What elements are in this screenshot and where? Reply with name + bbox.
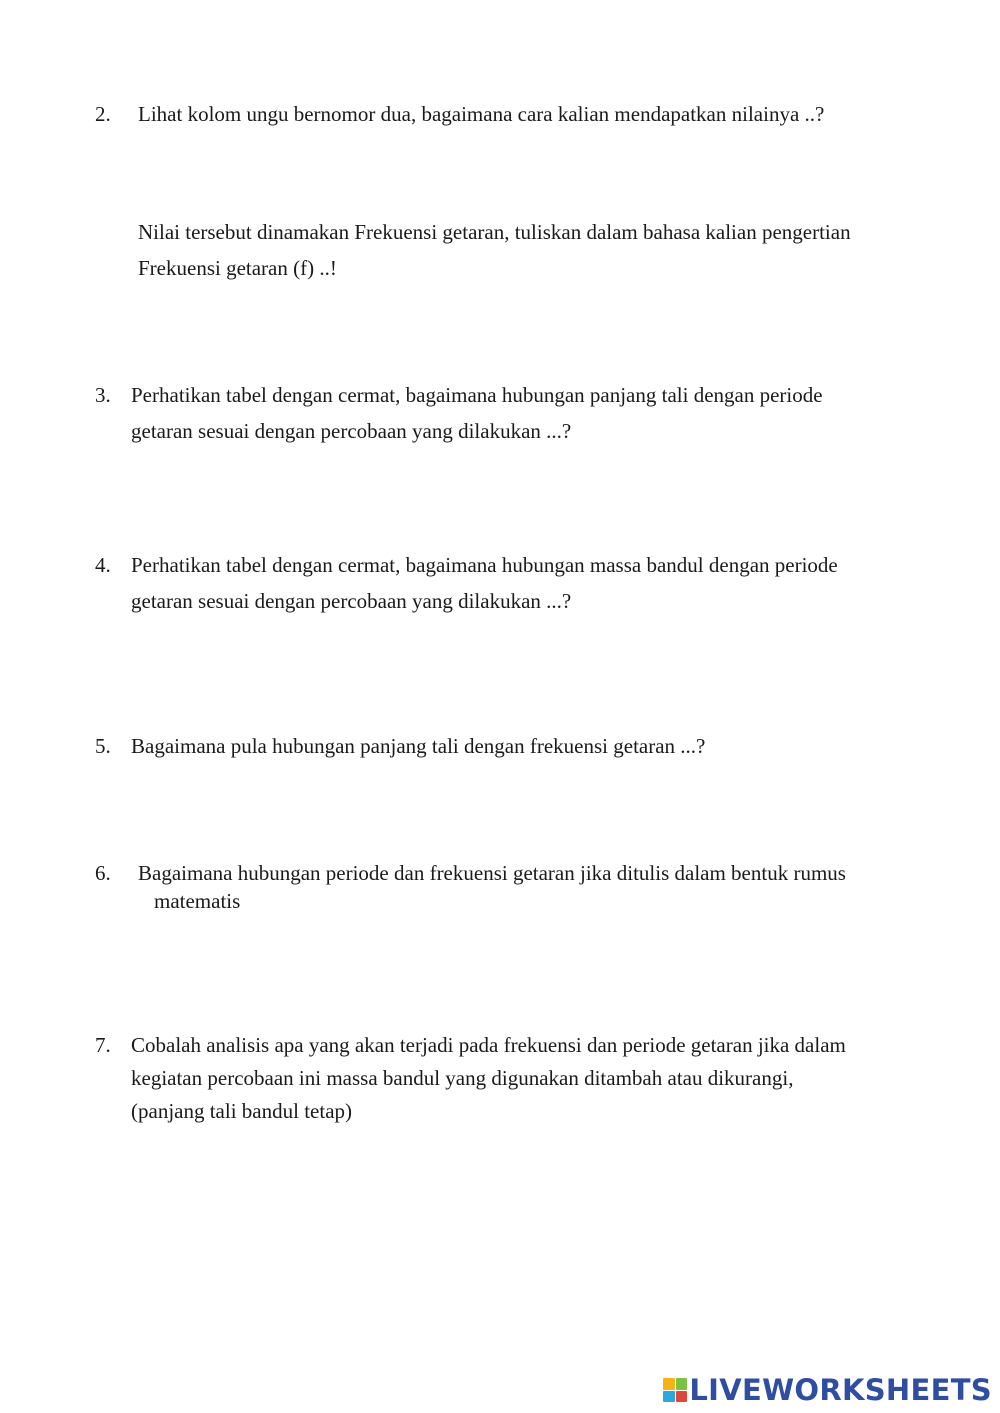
question-text: Lihat kolom ungu bernomor dua, bagaimana cara kalian mendapatkan nilainya ..? [138,102,825,126]
liveworksheets-brand[interactable] [663,1373,992,1407]
question-6 [95,859,846,915]
question-text: Perhatikan tabel dengan cermat, bagaimana hubungan massa bandul dengan periode getaran sesuai dengan percobaan yang dilakukan ...? [131,553,838,613]
followup-line: Frekuensi getaran (f) ..! [138,256,337,280]
question-2-followup [138,214,851,286]
question-text: Bagaimana hubungan periode dan frekuensi getaran jika ditulis dalam bentuk rumus matematis [138,861,846,913]
question-text: Cobalah analisis apa yang akan terjadi pada frekuensi dan periode getaran jika dalam kegiatan percobaan ini massa bandul yang digunakan ditambah atau dikurangi, (panjang tali bandul tetap) [131,1033,846,1123]
liveworksheets-logo-icon [663,1378,687,1402]
question-text: Bagaimana pula hubungan panjang tali dengan frekuensi getaran ...? [131,734,706,758]
question-7 [95,1029,846,1128]
question-number: 6. [95,861,111,885]
question-number: 5. [95,734,111,758]
question-number: 2. [95,102,111,126]
question-number: 4. [95,553,111,577]
question-4 [95,547,838,619]
question-2 [95,96,824,132]
question-5 [95,728,705,764]
followup-line: Nilai tersebut dinamakan Frekuensi getaran, tuliskan dalam bahasa kalian pengertian [138,220,851,244]
question-number: 7. [95,1033,111,1057]
question-text: Perhatikan tabel dengan cermat, bagaimana hubungan panjang tali dengan periode getaran sesuai dengan percobaan yang dilakukan ...? [131,383,823,443]
brand-label: LIVEWORKSHEETS [689,1373,992,1407]
question-number: 3. [95,383,111,407]
question-3 [95,377,823,449]
